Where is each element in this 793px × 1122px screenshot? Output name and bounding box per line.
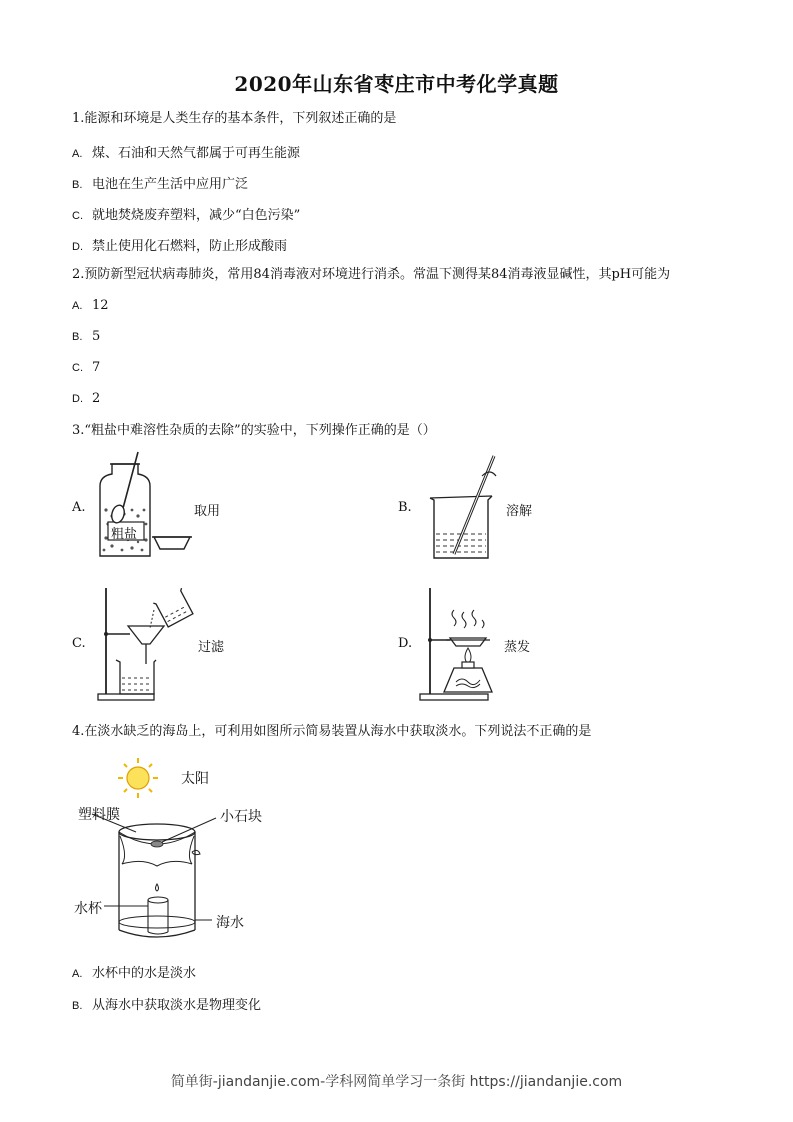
option-letter: D. [72,241,83,253]
q3-option-a-letter[interactable]: A. [72,500,86,515]
option-text: 水杯中的水是淡水 [92,966,197,981]
q2-option-d[interactable] [72,391,100,406]
page-title: 2020年山东省枣庄市中考化学真题 [234,72,559,96]
option-text: 就地焚烧废弃塑料，减少“白色污染” [92,208,301,223]
option-letter: C. [72,210,83,222]
option-letter: B. [72,179,83,191]
option-text: 煤、石油和天然气都属于可再生能源 [92,146,301,161]
q4-label-sun: 太阳 [181,771,209,787]
option-text: 12 [92,298,109,313]
sun-icon [118,758,158,798]
option-text: 电池在生产生活中应用广泛 [92,177,249,192]
q1-stem: 1.能源和环境是人类生存的基本条件，下列叙述正确的是 [72,111,397,126]
q2-stem: 2.预防新型冠状病毒肺炎，常用84消毒液对环境进行消杀。常温下测得某84消毒液显碱性，其pH可能为 [72,267,671,282]
q4-label-stone: 小石块 [220,809,262,825]
option-letter: C. [72,362,83,374]
q4-label-film: 塑料膜 [78,807,120,823]
q3-option-d-caption: 蒸发 [504,640,531,655]
q3-option-c-caption: 过滤 [198,640,225,655]
option-text: 禁止使用化石燃料，防止形成酸雨 [92,239,288,254]
q3-option-a-caption: 取用 [194,504,221,519]
q3-figure-d-evaporate [416,584,506,702]
option-text: 从海水中获取淡水是物理变化 [92,998,262,1013]
q4-stem: 4.在淡水缺乏的海岛上，可利用如图所示简易装置从海水中获取淡水。下列说法不正确的是 [72,724,592,739]
option-text: 7 [92,360,101,375]
q4-option-a[interactable] [72,962,196,981]
q3-jar-label: 粗盐 [111,527,138,542]
option-letter: A. [72,968,83,980]
option-text: 5 [92,329,101,344]
q3-option-c-letter[interactable]: C. [72,636,86,651]
option-letter: A. [72,300,83,312]
q3-stem: 3.“粗盐中难溶性杂质的去除”的实验中，下列操作正确的是（） [72,423,436,438]
q2-option-c[interactable] [72,360,100,375]
q3-option-d-letter[interactable]: D. [398,636,413,651]
option-text: 2 [92,391,101,406]
q1-option-c[interactable] [72,204,300,223]
q4-label-cup: 水杯 [74,901,102,917]
option-letter: A. [72,148,83,160]
q1-option-d[interactable] [72,235,287,254]
q1-option-a[interactable] [72,142,300,161]
q2-option-b[interactable] [72,329,100,344]
q1-option-b[interactable] [72,173,248,192]
q3-option-b-letter[interactable]: B. [398,500,412,515]
option-letter: B. [72,331,83,343]
q3-figure-b-beaker [424,452,504,562]
q2-option-a[interactable] [72,298,109,313]
q3-option-b-caption: 溶解 [506,504,533,519]
option-letter: D. [72,393,83,405]
q3-figure-a-jar [92,450,202,565]
q4-label-seawater: 海水 [216,915,244,931]
q3-figure-c-filter [94,582,204,702]
q4-option-b[interactable] [72,994,261,1013]
page-footer: 简单街-jiandanjie.com-学科网简单学习一条街 https://jiandanjie.com [170,1074,623,1090]
option-letter: B. [72,1000,83,1012]
